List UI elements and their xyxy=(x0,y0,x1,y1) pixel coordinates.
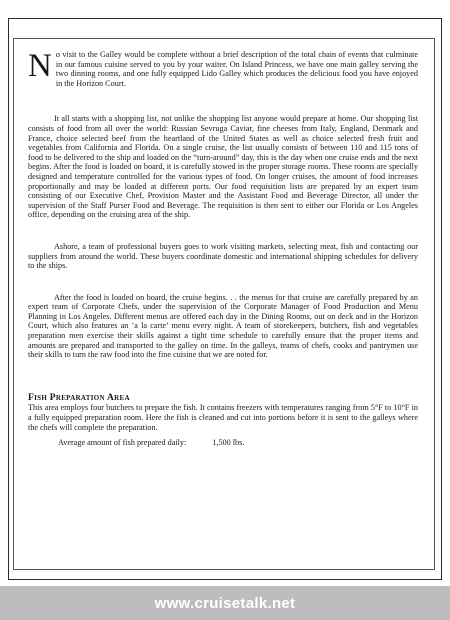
watermark-bar xyxy=(0,586,450,620)
drop-cap: N xyxy=(28,48,52,84)
paragraph-buyers: Ashore, a team of professional buyers goes to work visiting markets, selecting meat, fish and contacting our suppliers from around the world. These buyers coordinate domestic and international shipping schedules for delivery to the ships. xyxy=(28,241,418,271)
average-row xyxy=(28,438,418,448)
section-text: This area employs four butchers to prepare the fish. It contains freezers with temperatures ranging from 5°F to 10°F in a fully equipped preparation room. Here the fish is cleaned and cut into portions before it is sent to the galleys where the chefs will complete the preparation. xyxy=(28,403,418,432)
average-label: Average amount of fish prepared daily: xyxy=(58,438,187,448)
section-heading: Fish Preparation Area xyxy=(28,392,130,403)
intro-paragraph xyxy=(28,50,418,88)
paragraph-menus: After the food is loaded on board, the cruise begins. . . the menus for that cruise are carefully prepared by an expert team of Corporate Chefs, under the supervision of the Corporate Manager of Food Production and Menu Planning in Los Angeles. Different menus are offered each day in the Dining Rooms, out on deck and in the Horizon Court, which also features an ‘a la carte’ menu every night. A team of storekeepers, butchers, fish and vegetables preparation men exercise their skills against a tight time schedule to carefully ensure that the proper items and amounts are prepared and transported to the galley on time. In the galleys, teams of chefs, cooks and pantrymen use their skills to turn the raw food into the fine cuisine that we are noted for. xyxy=(28,292,418,360)
watermark-text: www.cruisetalk.net xyxy=(154,594,296,612)
intro-text: o visit to the Galley would be complete without a brief description of the total chain of events that culminate in our famous cuisine served to you by your waiter. On Island Princess, we have one main galley serving the two dinning rooms, and one fully equipped Lido Galley which produces the delicious food you have enjoyed in the Horizon Court. xyxy=(55,50,418,88)
document-body xyxy=(28,50,418,448)
average-value: 1,500 lbs. xyxy=(212,438,245,448)
paragraph-shopping-list: It all starts with a shopping list, not unlike the shopping list anyone would prepare at home. Our shopping list consists of food from all over the world: Russian Sevruga Caviar, fine cheeses from Italy, England, Denmark and France, choice selected beef from the heartland of the United States as well as choice selected fresh fruit and vegetables from California and Florida. On a single cruise, the list usually consists of between 110 and 115 tons of food to be delivered to the ship and loaded on the “turn-around” day, this is the day when one cruise ends and the next begins. After the food is loaded on board, it is carefully stowed in the proper storage rooms. These rooms are specially designed and temperature controlled for the various types of food. On longer cruises, the amount of food increases proportionally and may be loaded at different ports. Our food requisition lists are prepared by an expert team consisting of our Executive Chef, Provision Master and the Assistant Food and Beverage Director, all under the supervision of the Staff Purser Food and Beverage. The requisition is then sent to either our Florida or Los Angeles office, depending on the cruising area of the ship. xyxy=(28,114,418,220)
